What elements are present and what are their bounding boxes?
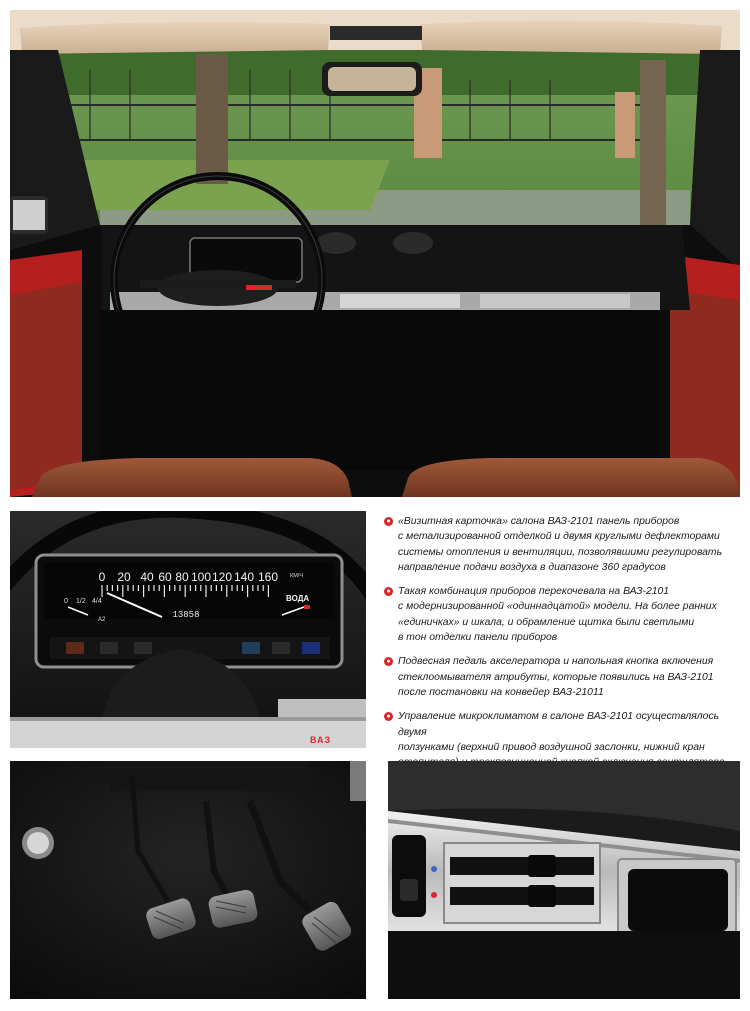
caption-line: Такая комбинация приборов перекочевала на ВАЗ-2101 <box>398 586 670 598</box>
fuel-small-label: А2 <box>98 617 106 623</box>
speed-scale-120: 120 <box>211 570 233 584</box>
caption-line: ползунками (верхний привод воздушной заслонки, нижний кран <box>398 741 705 753</box>
caption-line: Управление микроклиматом в салоне ВАЗ-2101 осуществлялось двумя <box>398 711 720 738</box>
caption-pedals <box>384 654 740 700</box>
speed-scale-100: 100 <box>190 570 212 584</box>
speed-scale-0: 0 <box>98 570 106 584</box>
fuel-mark-half: 1/2 <box>76 598 86 605</box>
speed-scale-60: 60 <box>158 570 172 584</box>
caption-line: с модернизированной «одиннадцатой» модели. На более ранних <box>398 601 717 613</box>
interior-photo <box>10 10 740 497</box>
caption-bullet: ● <box>384 657 393 666</box>
pedals-photo <box>10 761 366 999</box>
caption-bullet: ● <box>384 587 393 596</box>
captions <box>384 514 740 779</box>
caption-cluster <box>384 584 740 645</box>
fuel-mark-empty: 0 <box>64 598 68 605</box>
caption-line: Подвесная педаль акселератора и напольная кнопка включения <box>398 656 714 668</box>
caption-line: в тон отделки панели приборов <box>398 632 558 644</box>
fuel-mark-full: 4/4 <box>92 598 102 605</box>
climate-control-photo <box>388 761 740 999</box>
speed-scale-40: 40 <box>140 570 154 584</box>
odometer-reading: 13858 <box>172 610 200 620</box>
caption-line: стеклоомывателя атрибуты, которые появились на ВАЗ-2101 <box>398 671 714 683</box>
caption-line: «единичках» и шкала, и обрамление щитка были светлыми <box>398 616 695 628</box>
caption-line: после постановки на конвейер ВАЗ-21011 <box>398 686 604 698</box>
caption-line: направление подачи воздуха в диапазоне 360 градусов <box>398 561 666 573</box>
vaz-badge: ВАЗ <box>310 735 332 745</box>
temp-gauge-label: ВОДА <box>286 594 310 603</box>
speed-scale-140: 140 <box>233 570 255 584</box>
speed-scale-160: 160 <box>257 570 279 584</box>
caption-bullet: ● <box>384 712 393 721</box>
speed-scale-80: 80 <box>175 570 189 584</box>
caption-line: системы отопления и вентиляции, позволявшими регулировать <box>398 546 723 558</box>
caption-line: «Визитная карточка» салона ВАЗ-2101 панель приборов <box>398 516 680 527</box>
caption-line: с метализированной отделкой и двумя круглыми дефлекторами <box>398 531 720 543</box>
speed-scale-20: 20 <box>117 570 131 584</box>
caption-bullet: ● <box>384 517 393 526</box>
instrument-cluster-photo <box>10 511 366 748</box>
caption-dashboard <box>384 514 740 575</box>
speed-unit-label: КМ/Ч <box>290 573 303 579</box>
